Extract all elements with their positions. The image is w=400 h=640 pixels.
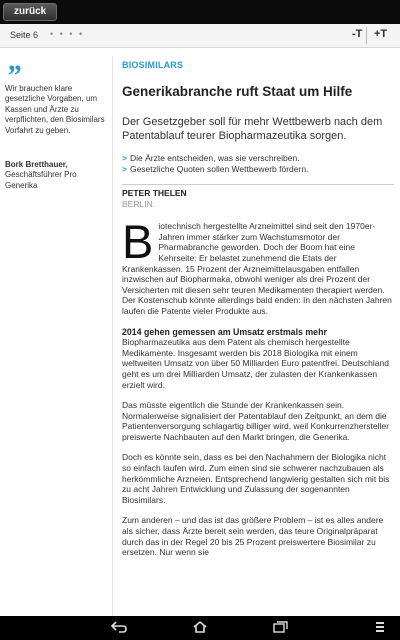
article-author: PETER THELEN — [122, 184, 394, 198]
chevron-right-icon: > — [122, 153, 127, 164]
article-standfirst: Der Gesetzgeber soll für mehr Wettbewerb nach dem Patentablauf teurer Biopharmazeutika sorgen. — [122, 116, 383, 142]
article-body — [122, 215, 394, 558]
paragraph: Das müsste eigentlich die Stunde der Krankenkassen sein. Normalerweise signalisiert der Patentablauf den Zeitpunkt, an dem die Patientenversorgung schlagartig billiger wird, weil Konkurrenzhersteller preiswerte Nachbauten auf den Markt bringen, die Generika. — [122, 400, 389, 442]
font-smaller-button[interactable]: -T — [352, 28, 363, 40]
recent-apps-icon[interactable] — [272, 620, 290, 637]
page-indicator-dots[interactable]: • • • • — [50, 29, 85, 39]
overflow-menu-icon[interactable] — [374, 620, 386, 637]
article-kicker: BIOSIMILARS — [122, 60, 184, 70]
pull-quote-text: Wir brauchen klare gesetzliche Vorgaben, um Kassen und Ärzte zu verpflichten, den Biosimilars Vorfahrt zu geben. — [5, 84, 105, 135]
quote-mark-icon: ” — [6, 59, 21, 92]
font-larger-button[interactable]: +T — [374, 28, 388, 40]
paragraph: Zum anderen – und das ist das größere Problem – ist es alles andere als sicher, dass Ärzte bereit sein werden, das teure Originalpräparat durch das in der Regel 20 bis 25 Prozent preiswertere Biosimilar zu ersetzen. Nur wenn sie — [122, 515, 384, 558]
divider — [366, 27, 367, 44]
article — [122, 60, 394, 568]
article-headline: Generikabranche ruft Staat um Hilfe — [122, 84, 353, 99]
quote-author-name: Bork Bretthauer, — [5, 160, 68, 169]
article-dateline: BERLIN. — [122, 199, 156, 210]
bullet-item: > Gesetzliche Quoten sollen Wettbewerb fördern. — [122, 164, 309, 175]
back-arrow-icon[interactable] — [110, 620, 128, 637]
page-navigation-bar — [0, 24, 400, 48]
chevron-right-icon: > — [122, 164, 127, 175]
quote-author-role: Geschäftsführer Pro Generika — [5, 170, 77, 190]
drop-cap: B — [122, 215, 154, 269]
paragraph: 2014 gehen gemessen am Umsatz erstmals mehr Biopharmazeutika aus dem Patent als chemisch hergestellte Medikamente. Insgesamt werden bis 2018 Biologika mit einem weltweiten Umsatz von über 50 Milliarden Euro patentfrei. Deutschland geht es um drei Milliarden Umsatz, der zulasten der Krankenkassen erzielt wird. — [122, 326, 389, 390]
paragraph: Biotechnisch hergestellte Arzneimittel sind seit den 1970er-Jahren immer stärker zum Wachstumsmotor der Pharmabranche geworden. Doch der Boom hat eine Kehrseite: Er belastet zunehmend die Etats der Krankenkassen. 15 Prozent der Arzneimittelausgaben entfallen inzwischen auf Biopharmaka, obwohl weniger als drei Prozent der Versicherten mit diesen sehr teuren Medikamenten therapiert werden. Der Kostenschub könnte allerdings bald enden: In den nächsten Jahren laufen die Patente vieler Produkte aus. — [122, 215, 392, 316]
back-button[interactable]: zurück — [3, 3, 57, 21]
article-subhead: 2014 gehen gemessen am Umsatz erstmals mehr — [122, 326, 327, 337]
page-number-label: Seite 6 — [10, 30, 39, 40]
pull-quote-author — [5, 160, 105, 191]
paragraph: Doch es könnte sein, dass es bei den Nachahmern der Biologika nicht so einfach laufen wird. Zum einen sind sie schwerer nachzubauen als herkömmliche Arzneien. Entsprechend langwierig gestalten sich mit bis zu acht Jahren Entwicklung und Zulassung der sogenannten Biosimilars. — [122, 452, 390, 505]
column-divider — [112, 56, 113, 634]
bullet-item: > Die Ärzte entscheiden, was sie verschreiben. — [122, 153, 300, 164]
bullet-list — [122, 153, 394, 175]
system-navigation-bar — [0, 616, 400, 640]
home-icon[interactable] — [191, 620, 209, 637]
top-bar — [0, 0, 400, 24]
